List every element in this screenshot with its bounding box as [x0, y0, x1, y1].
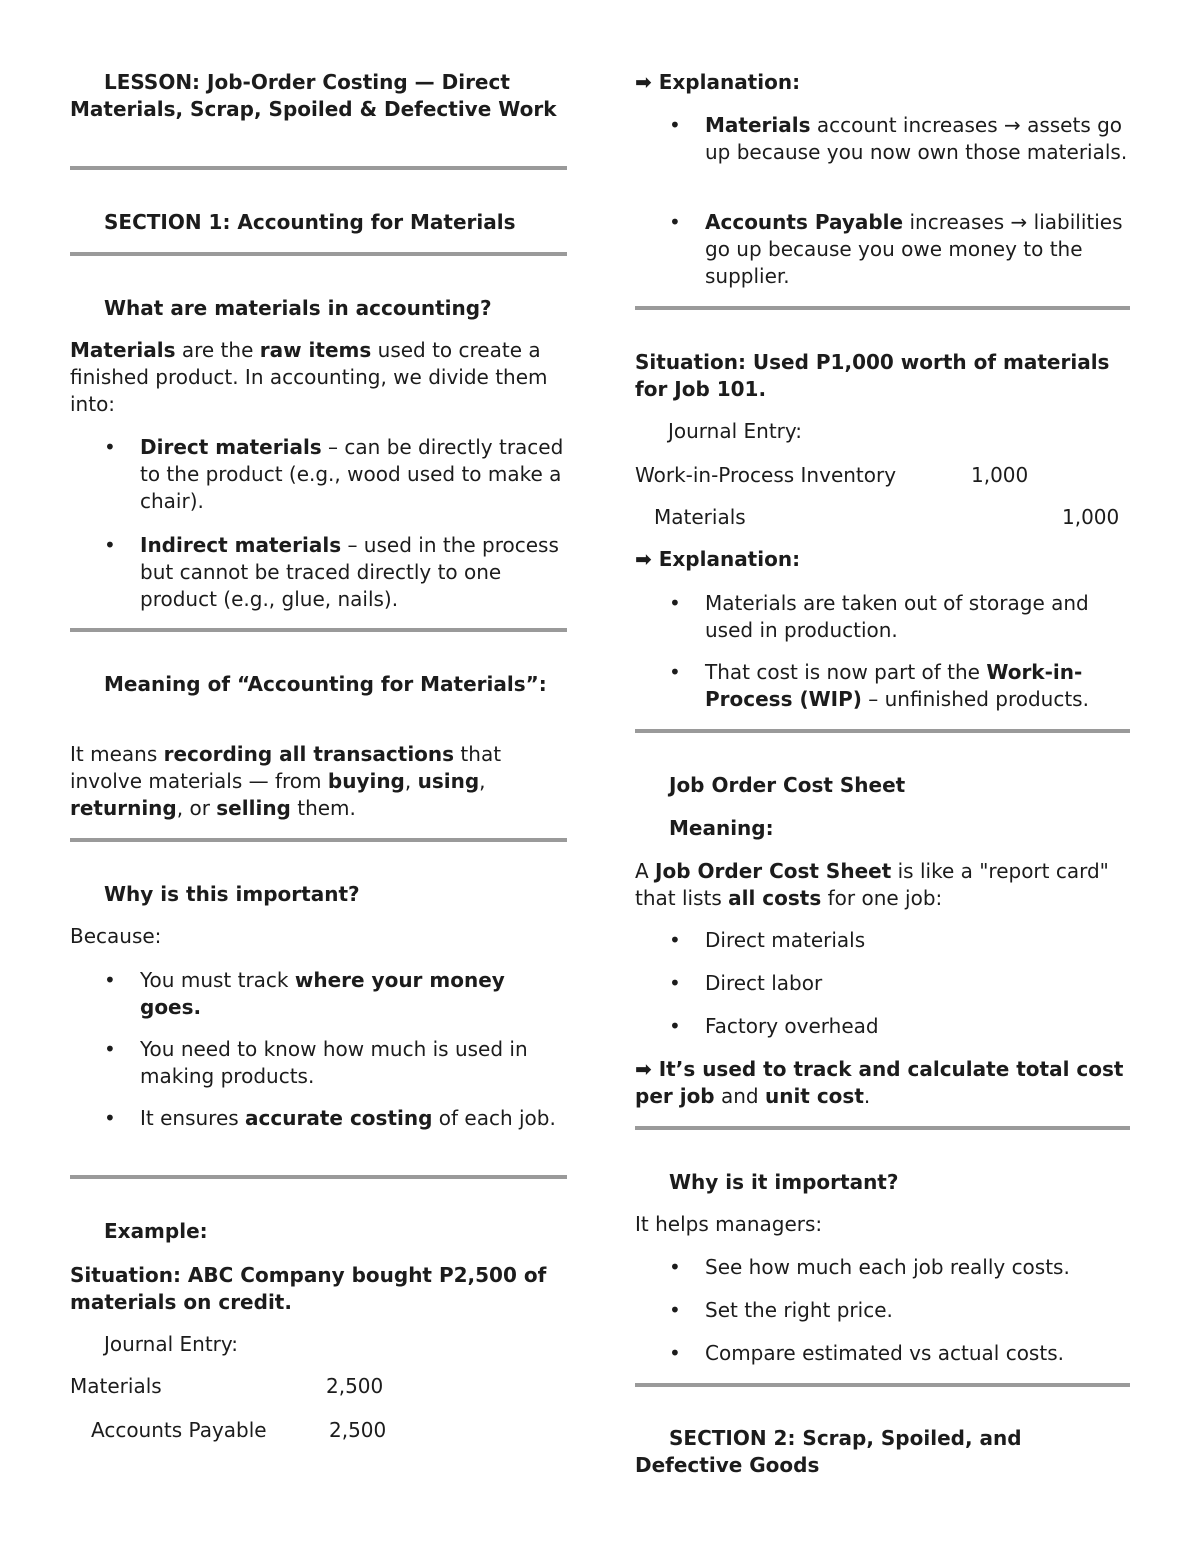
- meaning-paragraph: It means recording all transactions that involve materials — from buying, using, returning, or selling them.: [70, 742, 502, 820]
- why-important-heading: Why is it important?: [669, 1170, 899, 1194]
- entry-amount: 2,500: [326, 1374, 384, 1398]
- divider: [70, 1175, 567, 1179]
- lesson-title: LESSON: Job-Order Costing — Direct Materials, Scrap, Spoiled & Defective Work: [70, 70, 557, 121]
- divider: [70, 252, 567, 256]
- explanation-heading: ➡ Explanation:: [635, 70, 801, 94]
- meaning-heading: Meaning of “Accounting for Materials”:: [104, 672, 547, 696]
- helps-label: It helps managers:: [635, 1212, 823, 1236]
- situation-1: Situation: ABC Company bought P2,500 of materials on credit.: [70, 1263, 547, 1314]
- meaning-label: Meaning:: [669, 816, 774, 840]
- divider: [70, 838, 567, 842]
- list-item: • Factory overhead: [669, 1014, 879, 1038]
- list-item: • Accounts Payable increases → liabilities go up because you owe money to the supplier.: [669, 210, 1123, 288]
- entry-amount: 2,500: [329, 1418, 387, 1442]
- jocs-paragraph: A Job Order Cost Sheet is like a "report card" that lists all costs for one job:: [635, 859, 1109, 910]
- section1-heading: SECTION 1: Accounting for Materials: [104, 210, 516, 234]
- list-item: • You must track where your money goes.: [104, 968, 505, 1019]
- entry-account: Accounts Payable: [91, 1418, 267, 1442]
- list-item: • Direct labor: [669, 971, 823, 995]
- materials-question: What are materials in accounting?: [104, 296, 492, 320]
- section2-heading: SECTION 2: Scrap, Spoiled, and Defective Goods: [635, 1426, 1022, 1477]
- entry-account: Work-in-Process Inventory: [635, 463, 897, 487]
- divider: [635, 1126, 1130, 1130]
- divider: [70, 166, 567, 170]
- divider: [70, 628, 567, 632]
- usage-paragraph: ➡ It’s used to track and calculate total cost per job and unit cost.: [635, 1057, 1124, 1108]
- materials-paragraph: Materials are the raw items used to create a finished product. In accounting, we divide them into:: [70, 338, 548, 416]
- why-heading: Why is this important?: [104, 882, 360, 906]
- divider: [635, 306, 1130, 310]
- list-item: • Materials account increases → assets go up because you now own those materials.: [669, 113, 1128, 164]
- divider: [635, 729, 1130, 733]
- entry-account: Materials: [70, 1374, 162, 1398]
- example-heading: Example:: [104, 1219, 208, 1243]
- list-item: • That cost is now part of the Work-in-Process (WIP) – unfinished products.: [669, 660, 1089, 711]
- list-item: • See how much each job really costs.: [669, 1255, 1070, 1279]
- job-order-cost-sheet-heading: Job Order Cost Sheet: [669, 773, 906, 797]
- list-item: • Compare estimated vs actual costs.: [669, 1341, 1064, 1365]
- explanation-heading: ➡ Explanation:: [635, 547, 801, 571]
- situation-2: Situation: Used P1,000 worth of materials for Job 101.: [635, 350, 1110, 401]
- entry-account: Materials: [654, 505, 746, 529]
- list-item: • You need to know how much is used in making products.: [104, 1037, 528, 1088]
- entry-amount: 1,000: [971, 463, 1029, 487]
- journal-entry-label: Journal Entry:: [668, 419, 803, 443]
- list-item: • Indirect materials – used in the process but cannot be traced directly to one product (e.g., glue, nails).: [104, 533, 559, 611]
- list-item: • Materials are taken out of storage and used in production.: [669, 591, 1089, 642]
- list-item: • It ensures accurate costing of each job.: [104, 1106, 556, 1130]
- divider: [635, 1383, 1130, 1387]
- journal-entry-label: Journal Entry:: [104, 1332, 239, 1356]
- list-item: • Direct materials: [669, 928, 866, 952]
- list-item: • Direct materials – can be directly traced to the product (e.g., wood used to make a chair).: [104, 435, 564, 513]
- list-item: • Set the right price.: [669, 1298, 893, 1322]
- entry-amount: 1,000: [1062, 505, 1120, 529]
- because-label: Because:: [70, 924, 162, 948]
